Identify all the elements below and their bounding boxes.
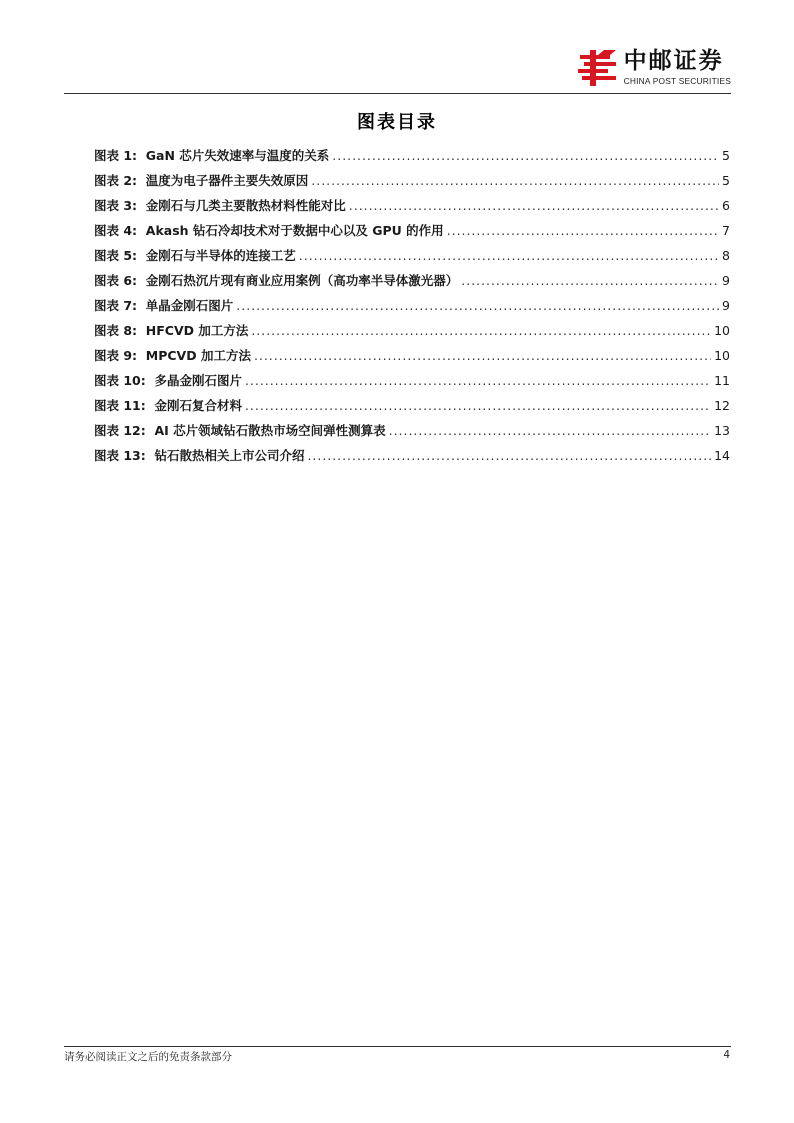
toc-dot-leader [461,268,719,293]
toc-dot-leader [349,193,719,218]
toc-entry-label: 图表 13: [94,448,146,463]
toc-dot-leader [447,218,719,243]
toc-entry-label: 图表 5: [94,248,138,263]
toc-entry[interactable] [94,268,730,293]
footer-page-number: 4 [723,1049,730,1061]
toc-entry-label: 图表 4: [94,223,138,238]
toc-entry[interactable] [94,193,730,218]
toc-entry[interactable] [94,318,730,343]
toc-entry-page: 9 [722,298,730,313]
toc-dot-leader [236,293,719,318]
toc-dot-leader [299,243,719,268]
toc-entry-label: 图表 11: [94,398,146,413]
toc-entry[interactable] [94,143,730,168]
toc-entry[interactable] [94,293,730,318]
toc-entry[interactable] [94,443,730,468]
toc-entry[interactable] [94,168,730,193]
toc-entry-caption: 金刚石与几类主要散热材料性能对比 [145,198,346,213]
toc-entry[interactable] [94,343,730,368]
toc-dot-leader [251,318,711,343]
toc-dot-leader [307,443,711,468]
toc-entry-caption: 金刚石复合材料 [154,398,242,413]
page-header [64,40,731,94]
toc-entry-label: 图表 2: [94,173,138,188]
toc-entry-page: 10 [714,348,730,363]
company-logo [576,48,731,88]
toc-entry-page: 14 [714,448,730,463]
toc-dot-leader [245,393,711,418]
toc-entry-page: 10 [714,323,730,338]
toc-entry-label: 图表 3: [94,198,138,213]
toc-entry-page: 7 [722,223,730,238]
toc-entry-label: 图表 7: [94,298,138,313]
toc-entry-caption: 金刚石热沉片现有商业应用案例（高功率半导体激光器） [145,273,459,288]
toc-entry-caption: Akash 钻石冷却技术对于数据中心以及 GPU 的作用 [145,223,444,238]
toc-entry-page: 12 [714,398,730,413]
china-post-logo-icon [576,49,620,87]
logo-english-name: CHINA POST SECURITIES [623,76,731,86]
toc-entry-page: 6 [722,198,730,213]
toc-entry[interactable] [94,243,730,268]
toc-entry-label: 图表 9: [94,348,138,363]
toc-entry-caption: 多晶金刚石图片 [154,373,242,388]
toc-entry-caption: 温度为电子器件主要失效原因 [145,173,309,188]
toc-entry-label: 图表 1: [94,148,138,163]
toc-entry-page: 5 [722,173,730,188]
toc-entry-caption: 钻石散热相关上市公司介绍 [154,448,305,463]
toc-entry-page: 13 [714,423,730,438]
toc-entry-label: 图表 8: [94,323,138,338]
toc-entry-caption: MPCVD 加工方法 [145,348,251,363]
toc-entry-label: 图表 10: [94,373,146,388]
toc-dot-leader [254,343,711,368]
toc-entry-caption: 金刚石与半导体的连接工艺 [145,248,296,263]
toc-entry[interactable] [94,368,730,393]
toc-dot-leader [332,143,719,168]
footer-disclaimer: 请务必阅读正文之后的免责条款部分 [64,1051,232,1063]
toc-entry-page: 8 [722,248,730,263]
toc-dot-leader [311,168,719,193]
logo-chinese-name: 中邮证券 [623,48,724,74]
toc-entry-page: 5 [722,148,730,163]
toc-entry-page: 9 [722,273,730,288]
toc-entry-label: 图表 6: [94,273,138,288]
figure-table-of-contents [94,143,730,468]
toc-entry-caption: HFCVD 加工方法 [145,323,249,338]
toc-entry[interactable] [94,218,730,243]
toc-entry-caption: 单晶金刚石图片 [145,298,234,313]
footer-divider [64,1046,731,1047]
toc-entry-caption: GaN 芯片失效速率与温度的关系 [145,148,330,163]
toc-entry[interactable] [94,418,730,443]
toc-entry-label: 图表 12: [94,423,146,438]
header-divider [64,93,731,94]
toc-entry-page: 11 [714,373,730,388]
toc-entry-caption: AI 芯片领域钻石散热市场空间弹性测算表 [154,423,386,438]
toc-dot-leader [389,418,711,443]
toc-entry[interactable] [94,393,730,418]
toc-dot-leader [245,368,711,393]
toc-title: 图表目录 [357,112,437,133]
